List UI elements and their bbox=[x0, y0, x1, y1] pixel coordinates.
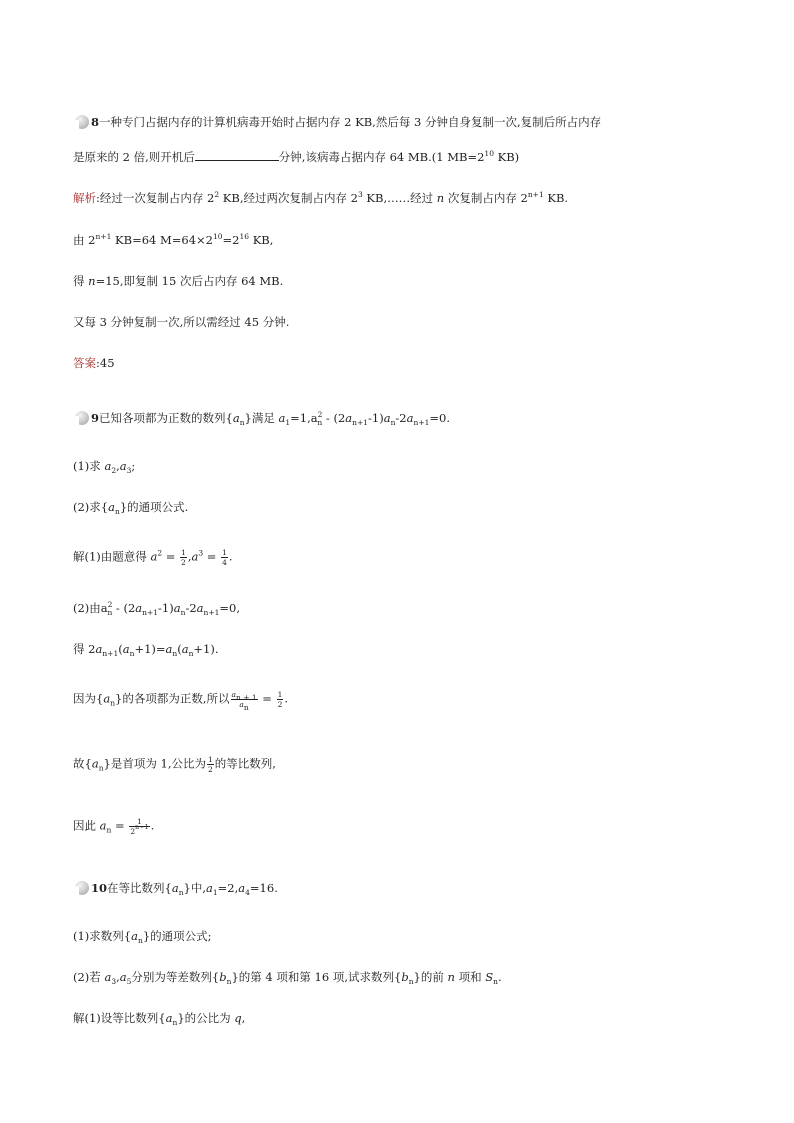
problem-9-solution-2: (2)由$a^2_n - (2a_{n+1}-1)a_n-2a_{n+1}=0$, bbox=[73, 600, 240, 617]
general-term-fraction: $\frac{1}{2^{n - 1}}$ bbox=[130, 817, 149, 836]
problem-9-solution-3: 得 $2a_{n+1}(a_n+1)=a_n(a_n+1)$. bbox=[73, 642, 219, 658]
fraction: $\frac{1}{4}$ bbox=[222, 548, 227, 567]
problem-8-step-from: 由 $2^{n+1}$ KB=64 $M=64\times 2^{10}=2^{16}$ KB, bbox=[73, 232, 274, 247]
ratio-fraction: $\frac{a_{n + 1}}{a_n}$ bbox=[231, 690, 257, 712]
answer-label: 答案 bbox=[73, 356, 96, 370]
problem-9-stem: 9已知各项都为正数的数列$\{a_n\}$满足 $a_1=1,a^2_n - (2a_{n+1}-1)a_n-2a_{n+1}=0$. bbox=[73, 410, 450, 426]
problem-9-solution-4: 因为$\{a_n\}$的各项都为正数,所以 $\frac{a_{n + 1}}{a_n}$ = $\frac{1}{2}$ . bbox=[73, 690, 289, 712]
problem-8-step-also: 又每 3 分钟复制一次,所以需经过 45 分钟. bbox=[73, 315, 290, 329]
problem-9-question-1: (1)求 $a_2,a_3$; bbox=[73, 459, 136, 475]
answer-blank bbox=[195, 149, 279, 161]
fraction: $\frac{1}{2}$ bbox=[207, 755, 213, 774]
bullet-icon bbox=[73, 410, 89, 426]
bullet-icon bbox=[73, 114, 89, 130]
problem-8-stem-line2: 是原来的 2 倍,则开机后 分钟,该病毒占据内存 64 MB.(1 $MB=2^{10}$ KB) bbox=[73, 149, 520, 164]
fraction: $\frac{1}{2}$ bbox=[181, 548, 186, 567]
problem-8-step-get: 得 n=15,即复制 15 次后占内存 64 MB. bbox=[73, 274, 284, 288]
bullet-icon bbox=[73, 880, 89, 896]
problem-8-stem: 8一种专门占据内存的计算机病毒开始时占据内存 2 KB,然后每 3 分钟自身复制一次,复制后所占内存 bbox=[73, 114, 601, 130]
problem-9-question-2: (2)求$\{a_n\}$的通项公式. bbox=[73, 500, 189, 516]
fraction: $\frac{1}{2}$ bbox=[277, 690, 283, 709]
problem-10-solution-1: 解(1)设等比数列$\{a_n\}$的公比为 q, bbox=[73, 1011, 246, 1027]
problem-10-question-2: (2)若 $a_3,a_5$分别为等差数列$\{b_n\}$的第 4 项和第 16 项,试求数列$\{b_n\}$的前 n 项和 $S_n$. bbox=[73, 970, 502, 986]
problem-8-analysis: 解析:经过一次复制占内存 $2^2$ KB,经过两次复制占内存 $2^3$ KB,……经过 n 次复制占内存 $2^{n+1}$ KB. bbox=[73, 190, 569, 205]
problem-9-solution-1: 解(1)由题意得 $a^2$ = $\frac{1}{2}$ $,a^3$ = $\frac{1}{4}$ . bbox=[73, 548, 233, 567]
problem-9-solution-6: 因此 $a_n$ = $\frac{1}{2^{n - 1}}$ . bbox=[73, 817, 155, 836]
problem-8-answer: 答案:45 bbox=[73, 356, 115, 370]
problem-10-stem: 10在等比数列$\{a_n\}$中$,a_1=2,a_4=16$. bbox=[73, 880, 278, 896]
analysis-label: 解析 bbox=[73, 191, 96, 205]
problem-9-solution-5: 故$\{a_n\}$是首项为 1,公比为 $\frac{1}{2}$ 的等比数列, bbox=[73, 755, 276, 774]
problem-10-question-1: (1)求数列$\{a_n\}$的通项公式; bbox=[73, 929, 212, 945]
